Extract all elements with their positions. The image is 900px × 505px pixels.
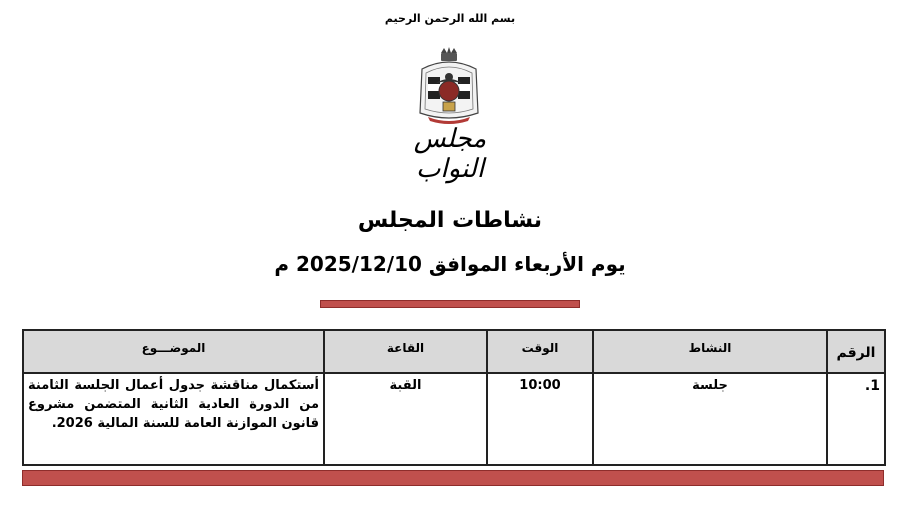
row-time: 10:00 — [487, 373, 593, 465]
jordan-coat-of-arms-icon — [414, 47, 484, 127]
row-activity: جلسة — [593, 373, 827, 465]
header-time: الوقت — [487, 330, 593, 373]
council-name-calligraphy: مجلس النواب — [413, 124, 487, 184]
page-date: يوم الأربعاء الموافق 2025/12/10 م — [274, 252, 626, 276]
header-hall: القاعة — [324, 330, 487, 373]
table-row — [23, 373, 885, 465]
title-divider — [320, 300, 580, 308]
table-header-row — [23, 330, 885, 373]
header-activity: النشاط — [593, 330, 827, 373]
header-number: الرقم — [827, 330, 885, 373]
row-topic: أستكمال مناقشة جدول أعمال الجلسة الثامنة من الدورة العادية الثانية المتضمن مشروع قانون الموازنة العامة للسنة المالية 2026. — [23, 373, 324, 465]
footer-divider-bar — [22, 470, 884, 486]
row-hall: القبة — [324, 373, 487, 465]
page-title: نشاطات المجلس — [357, 208, 543, 233]
basmala: بسم الله الرحمن الرحيم — [384, 12, 516, 25]
header-topic: الموضـــوع — [23, 330, 324, 373]
row-number: 1. — [827, 373, 885, 465]
activities-table — [22, 329, 886, 466]
